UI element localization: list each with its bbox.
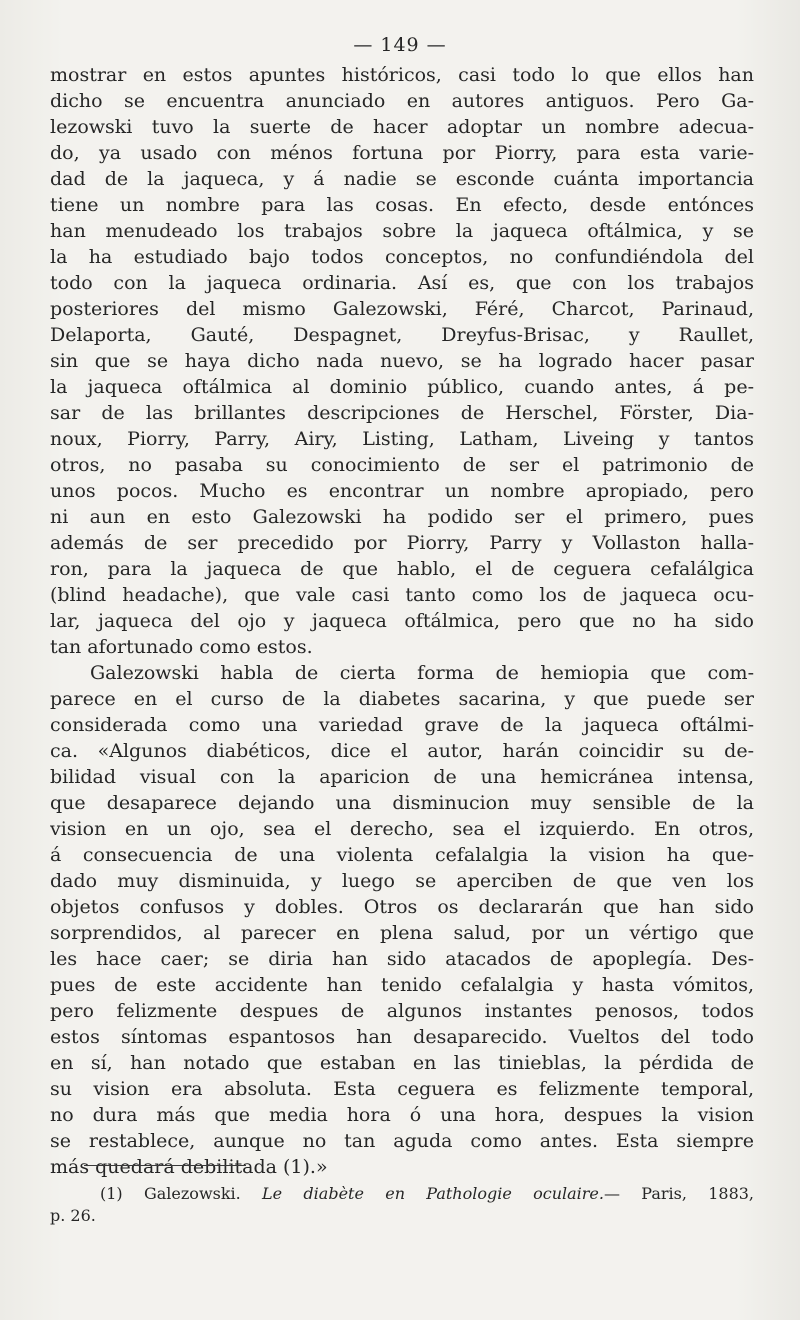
text-line: otros, no pasaba su conocimiento de ser el patrimonio de <box>50 454 754 476</box>
text-line: parece en el curso de la diabetes sacarina, y que puede ser <box>50 688 754 710</box>
text-line: noux, Piorry, Parry, Airy, Listing, Latham, Liveing y tantos <box>50 428 754 450</box>
text-line: á consecuencia de una violenta cefalalgia la vision ha que- <box>50 844 754 866</box>
text-line: pues de este accidente han tenido cefalalgia y hasta vómitos, <box>50 974 754 996</box>
footnote-pages: p. 26. <box>50 1206 96 1225</box>
text-line: considerada como una variedad grave de la jaqueca oftálmi- <box>50 714 754 736</box>
text-line: pero felizmente despues de algunos instantes penosos, todos <box>50 1000 754 1022</box>
text-line: dicho se encuentra anunciado en autores antiguos. Pero Ga- <box>50 90 754 112</box>
text-line: vision en un ojo, sea el derecho, sea el izquierdo. En otros, <box>50 818 754 840</box>
text-line: han menudeado los trabajos sobre la jaqueca oftálmica, y se <box>50 220 754 242</box>
text-line: dado muy disminuida, y luego se aperciben de que ven los <box>50 870 754 892</box>
text-line: ni aun en esto Galezowski ha podido ser el primero, pues <box>50 506 754 528</box>
text-line: además de ser precedido por Piorry, Parry y Vollaston halla- <box>50 532 754 554</box>
text-line: do, ya usado con ménos fortuna por Piorry, para esta varie- <box>50 142 754 164</box>
text-line: todo con la jaqueca ordinaria. Así es, que con los trabajos <box>50 272 754 294</box>
text-line: (blind headache), que vale casi tanto como los de jaqueca ocu- <box>50 584 754 606</box>
text-line: la jaqueca oftálmica al dominio público, cuando antes, á pe- <box>50 376 754 398</box>
text-line: sin que se haya dicho nada nuevo, se ha logrado hacer pasar <box>50 350 754 372</box>
footnote-author: Galezowski. <box>143 1184 241 1203</box>
text-line: lar, jaqueca del ojo y jaqueca oftálmica, pero que no ha sido <box>50 610 754 632</box>
footnote <box>50 1183 754 1227</box>
text-line: lezowski tuvo la suerte de hacer adoptar un nombre adecua- <box>50 116 754 138</box>
text-line: sorprendidos, al parecer en plena salud, por un vértigo que <box>50 922 754 944</box>
text-line: su vision era absoluta. Esta ceguera es felizmente temporal, <box>50 1078 754 1100</box>
text-line: sar de las brillantes descripciones de Herschel, Förster, Dia- <box>50 402 754 424</box>
text-line: ron, para la jaqueca de que hablo, el de ceguera cefalálgica <box>50 558 754 580</box>
text-line: que desaparece dejando una disminucion muy sensible de la <box>50 792 754 814</box>
text-line: les hace caer; se diria han sido atacados de apoplegía. Des- <box>50 948 754 970</box>
paragraph-start-line: Galezowski habla de cierta forma de hemiopia que com- <box>90 662 754 684</box>
text-line: ca. «Algunos diabéticos, dice el autor, harán coincidir su de- <box>50 740 754 762</box>
text-line: se restablece, aunque no tan aguda como antes. Esta siempre <box>50 1130 754 1152</box>
footnote-divider <box>84 1165 246 1166</box>
footnote-title: Le diabète en Pathologie oculaire. <box>262 1184 604 1203</box>
paragraph-end-line: más quedará debilitada (1).» <box>50 1156 328 1178</box>
body-text <box>50 62 754 1180</box>
text-line: Delaporta, Gauté, Despagnet, Dreyfus-Brisac, y Raullet, <box>50 324 754 346</box>
footnote-line <box>50 1183 754 1205</box>
text-line: no dura más que media hora ó una hora, despues la vision <box>50 1104 754 1126</box>
text-line: en sí, han notado que estaban en las tinieblas, la pérdida de <box>50 1052 754 1074</box>
text-line: la ha estudiado bajo todos conceptos, no confundiéndola del <box>50 246 754 268</box>
text-line: posteriores del mismo Galezowski, Féré, Charcot, Parinaud, <box>50 298 754 320</box>
text-line: tiene un nombre para las cosas. En efecto, desde entónces <box>50 194 754 216</box>
text-line: unos pocos. Mucho es encontrar un nombre apropiado, pero <box>50 480 754 502</box>
text-line: dad de la jaqueca, y á nadie se esconde cuánta importancia <box>50 168 754 190</box>
page-number: — 149 — <box>353 34 447 56</box>
footnote-marker: (1) <box>100 1184 123 1203</box>
footnote-place: — Paris, 1883, <box>603 1184 755 1203</box>
text-line: estos síntomas espantosos han desaparecido. Vueltos del todo <box>50 1026 754 1048</box>
paragraph-end-line: tan afortunado como estos. <box>50 636 313 658</box>
text-line: mostrar en estos apuntes históricos, casi todo lo que ellos han <box>50 64 754 86</box>
text-line: objetos confusos y dobles. Otros os declararán que han sido <box>50 896 754 918</box>
text-line: bilidad visual con la aparicion de una hemicránea intensa, <box>50 766 754 788</box>
